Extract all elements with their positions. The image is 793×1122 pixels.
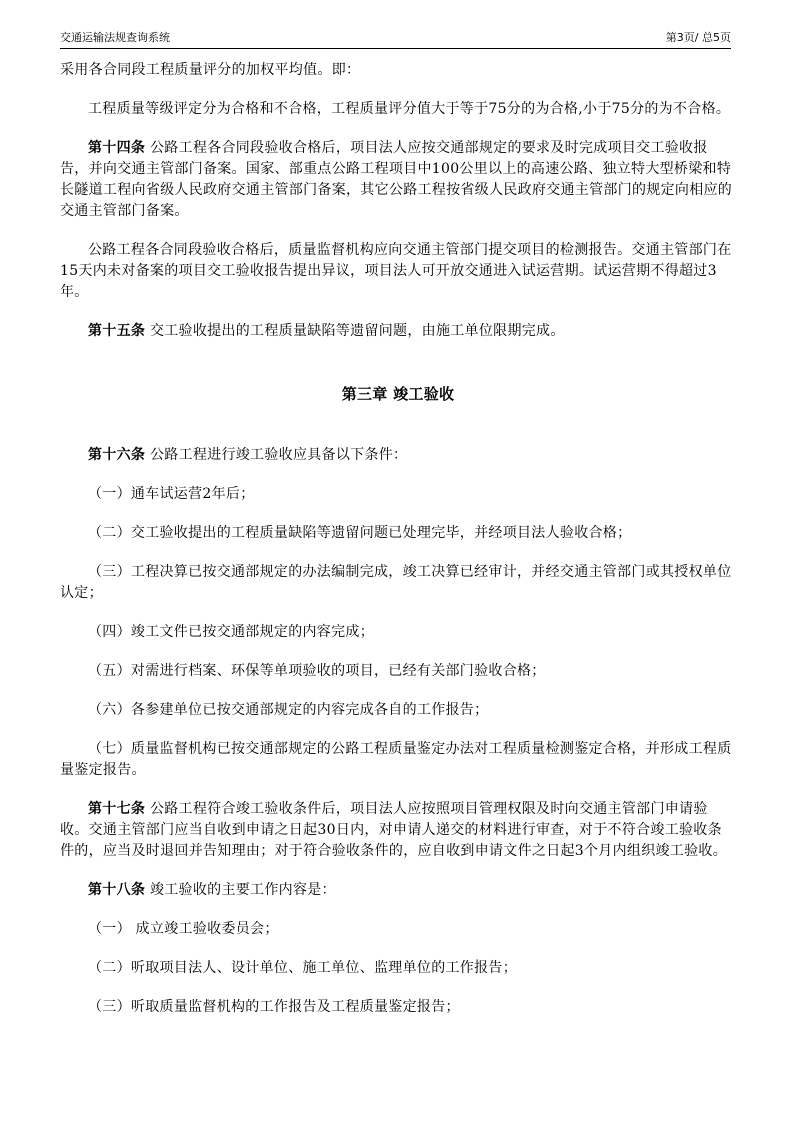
article-number: 第十五条 (88, 323, 146, 339)
system-title: 交通运输法规查询系统 (60, 31, 170, 44)
article-number: 第十七条 (88, 801, 146, 817)
list-item: （七）质量监督机构已按交通部规定的公路工程质量鉴定办法对工程质量检测鉴定合格，并形成工程质量鉴定报告。 (60, 741, 732, 778)
paragraph: 公路工程各合同段验收合格后，质量监督机构应向交通主管部门提交项目的检测报告。交通主管部门在15天内未对备案的项目交工验收报告提出异议，项目法人可开放交通进入试运营期。试运营期不得超过3年。 (60, 242, 732, 300)
paragraph: 工程质量等级评定分为合格和不合格，工程质量评分值大于等于75分的为合格,小于75分的为不合格。 (88, 101, 731, 117)
list-item: （三）工程决算已按交通部规定的办法编制完成，竣工决算已经审计，并经交通主管部门或其授权单位认定； (60, 564, 732, 601)
article-text: 公路工程符合竣工验收条件后，项目法人应按照项目管理权限及时向交通主管部门申请验收。交通主管部门应当自收到申请之日起30日内，对申请人递交的材料进行审查，对于不符合竣工验收条件的，应当及时退回并告知理由；对于符合验收条件的，应自收到申请文件之日起3个月内组织竣工验收。 (60, 801, 728, 859)
article-text: 竣工验收的主要工作内容是： (145, 882, 336, 898)
article-text: 公路工程进行竣工验收应具备以下条件： (145, 447, 408, 463)
article-number: 第十四条 (88, 140, 146, 156)
article-number: 第十六条 (88, 447, 146, 463)
list-item: （六）各参建单位已按交通部规定的内容完成各自的工作报告； (88, 702, 489, 718)
article-number: 第十八条 (88, 882, 146, 898)
list-item: （一） 成立竣工验收委员会； (88, 921, 279, 937)
list-item: （三）听取质量监督机构的工作报告及工程质量鉴定报告； (88, 999, 460, 1015)
article-18 (60, 880, 736, 901)
list-item: （四）竣工文件已按交通部规定的内容完成； (88, 624, 374, 640)
article-14 (60, 138, 736, 222)
list-item: （一）通车试运营2年后； (88, 486, 255, 502)
page-counter: 第3页/ 总5页 (665, 31, 731, 44)
list-item: （二）交工验收提出的工程质量缺陷等遗留问题已处理完毕，并经项目法人验收合格； (88, 525, 632, 541)
article-text: 交工验收提出的工程质量缺陷等遗留问题，由施工单位限期完成。 (145, 323, 565, 339)
article-16 (60, 445, 736, 466)
list-item: （二）听取项目法人、设计单位、施工单位、监理单位的工作报告； (88, 960, 517, 976)
paragraph: 采用各合同段工程质量评分的加权平均值。即： (60, 62, 361, 78)
article-text: 公路工程各合同段验收合格后，项目法人应按交通部规定的要求及时完成项目交工验收报告，并向交通主管部门备案。国家、部重点公路工程项目中100公里以上的高速公路、独立特大型桥梁和特长隧道工程向省级人民政府交通主管部门备案，其它公路工程按省级人民政府交通主管部门的规定向相应的交通主管部门备案。 (60, 140, 733, 219)
article-17 (60, 799, 736, 862)
chapter-heading: 第三章 竣工验收 (341, 385, 455, 403)
list-item: （五）对需进行档案、环保等单项验收的项目，已经有关部门验收合格； (88, 663, 546, 679)
document-body (60, 60, 736, 1036)
article-15 (60, 321, 736, 342)
page-header (60, 28, 731, 49)
